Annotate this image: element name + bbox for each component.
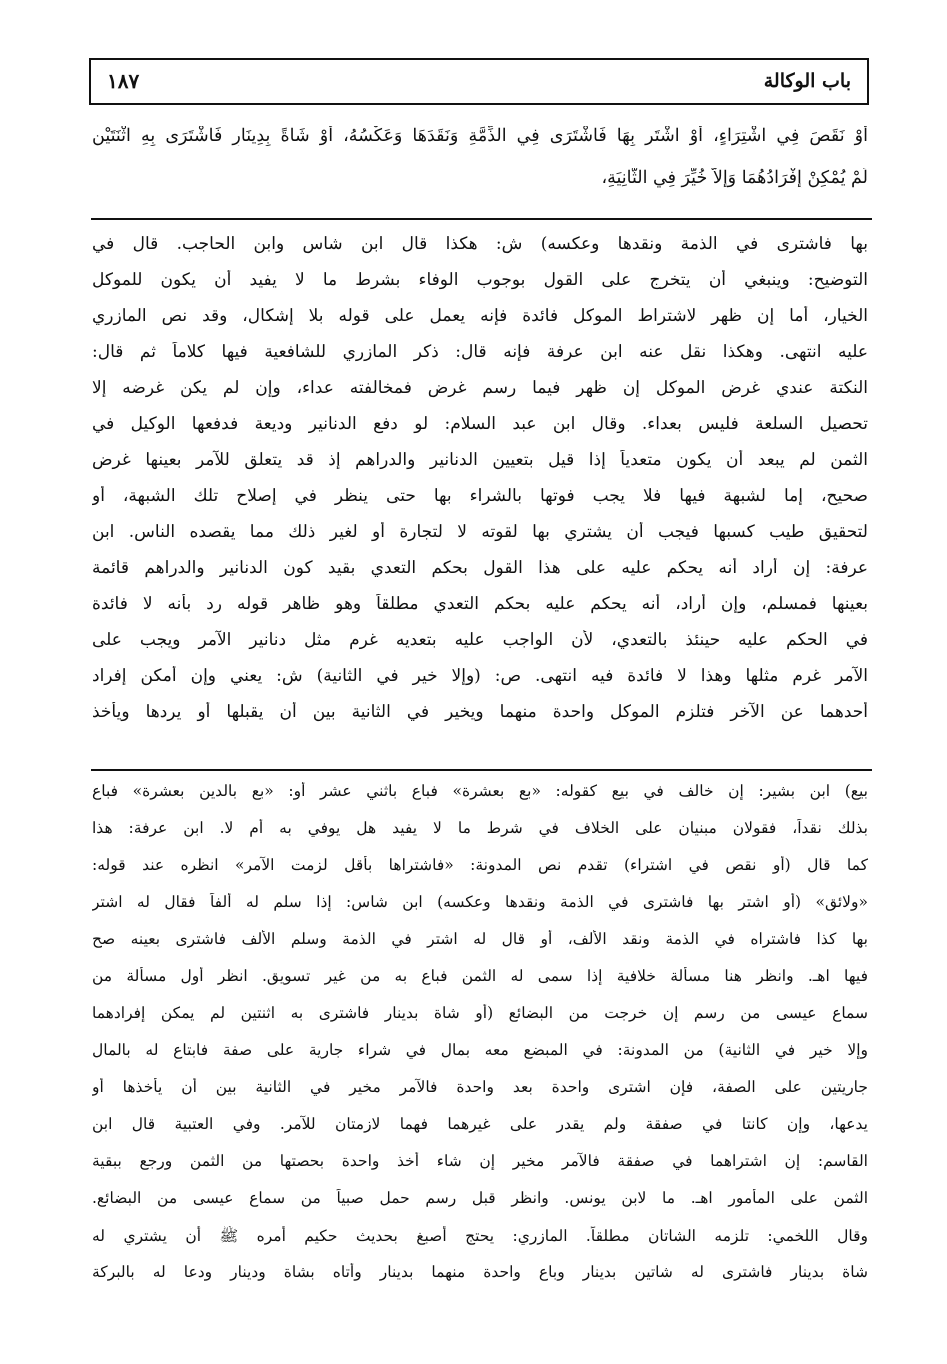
hashiya-line: سماع عيسى من رسم إن خرجت من البضائع (أو شاة بدينار فاشترى به اثنتين لم يمكن إفرادهما [92, 1004, 868, 1022]
hashiya-margin-notes [92, 778, 868, 1318]
sharh-line: الثمن لم يبعد أن يكون متعدياً إذا قيل بتعيين الدنانير والدراهم إذ قد يتعلق للآمر بعينها غرض [92, 450, 868, 470]
sharh-line: عرفة: إن أراد أنه يحكم عليه على هذا القول بحكم التعدي بقيد كون الدنانير والدراهم قائمة [92, 558, 868, 578]
sharh-line: الآمر غرم مثلها وهذا لا فائدة فيه انتهى. ص: (وإلا خير في الثانية) ش: يعني وإن أمكن إفراد [92, 666, 868, 686]
sharh-commentary [92, 226, 868, 756]
page-header [89, 58, 869, 105]
sharh-line: لتحقيق طيب كسبها فيجب أن يشتري بها لقوته لا لتجارة أو لغير ذلك مما يقصده الناس. ابن [92, 522, 868, 542]
footnote-divider [91, 769, 872, 771]
sharh-line: الخيار، أما إن ظهر لاشتراط الموكل فائدة فإنه يعمل على قوله بلا إشكال، وقد نص المازري [92, 306, 868, 326]
hashiya-line: القاسم: إن اشتراهما في صفقة فالآمر مخير إن شاء أخذ واحدة بحصتها من الثمن ورجع ببقية [92, 1152, 868, 1170]
hashiya-line: بذلك نقداً، فقولان مبنيان على الخلاف في شرط ما لا يفيد هل يوفي به أم لا. ابن عرفة: هذا [92, 819, 868, 837]
matn-line: لَمْ يُمْكِنْ إِفْرَادُهُمَا وَإِلاَّ خُيِّرَ فِي الثَّانِيَةِ، [601, 168, 868, 188]
sharh-line: تحصيل السلعة فليس بعداء. وقال ابن عبد السلام: لو دفع الدنانير وديعة فدفعها الوكيل في [92, 414, 868, 434]
hashiya-line: جاريتين على الصفة، فإن اشترى واحدة بعد واحدة فالآمر مخير في الثانية بين أن يأخذها أو [92, 1078, 868, 1096]
chapter-title: باب الوكالة [763, 70, 851, 92]
sharh-line: عليه انتهى. وهكذا نقل عنه ابن عرفة فإنه قال: ذكر المازري للشافعية فيها كلاماً ثم قال: [92, 342, 868, 362]
hashiya-line: بها كذا فاشتراه في الذمة ونقد الألف، أو قال له اشتر في الذمة وسلم الألف فاشترى بعينه صح [92, 930, 868, 948]
hashiya-line: بيع) ابن بشير: إن خالف في بيع كقوله: «بع بعشرة» فباع باثني عشر أو: «بع بالدين بعشرة» فباع [92, 782, 868, 800]
sharh-line: بها فاشترى في الذمة ونقدها وعكسه) ش: هكذا قال ابن شاس وابن الحاجب. قال في [92, 234, 868, 254]
matn-divider [91, 218, 872, 220]
matn-text [92, 118, 868, 208]
sharh-line: في الحكم عليه حينئذ بالتعدي، لأن الواجب عليه بتعديه غرم مثل دنانير الآمر ويجب على [92, 630, 868, 650]
sharh-line: صحيح، إما لشبهة فيها فلا يجب فوتها بالشراء بها حتى ينظر في إصلاح تلك الشبهة، أو [92, 486, 868, 506]
hashiya-line: فيها اهـ. وانظر هنا مسألة خلافية إذا سمى له الثمن فباع به من غير تسويق. انظر أول مسألة من [92, 967, 868, 985]
page-number: ١٨٧ [107, 69, 140, 93]
hashiya-line: وقال اللخمي: تلزمه الشاتان مطلقاً. المازري: يحتج أصبغ بحديث حكيم أمره ﷺ أن يشتري له [92, 1227, 868, 1245]
matn-line: أَوْ نَقَصَ فِي اشْتِرَاءٍ، أَوْ اشْتَرِ بِهَا فَاشْتَرَى فِي الذِّمَّةِ وَنَقَدَهَا وَعَكْسُهُ، أَوْ شَاةً بِدِينَارٍ فَاشْتَرَى بِهِ اثْنَتَيْنِ [92, 126, 868, 146]
sharh-line: أحدهما عن الآخر فتلزم الموكل واحدة منهما ويخير في الثانية بين أن يقبلها أو يردها ويأخذ [92, 702, 868, 722]
hashiya-line: «ولائق» (أو اشتر بها فاشترى في الذمة ونقدها وعكسه) ابن شاس: إذا سلم له ألفاً فقال له اشتر [92, 893, 868, 911]
sharh-line: بعينها فمسلم، وإن أراد، أنه يحكم عليه بحكم التعدي مطلقاً وهو ظاهر قوله رد بأنه لا فائدة [92, 594, 868, 614]
hashiya-line: كما قال (أو نقص في اشتراء) تقدم نص المدونة: «فاشتراها بأقل لزمت الآمر» انظره عند قوله: [92, 856, 868, 874]
hashiya-line: يدعها، وإن كانتا في صفقة ولم يقدر على غيرهما فهما لازمتان للآمر. وفي العتبية قال ابن [92, 1115, 868, 1133]
hashiya-line: شاة بدينار فاشترى له شاتين بدينار وباع واحدة منهما بدينار وأتاه بشاة ودينار ودعا له بالبركة [92, 1263, 868, 1281]
hashiya-line: وإلا خير في الثانية) من المدونة: في المبضع معه بمال في شراء جارية على صفة فابتاع له بالمال [92, 1041, 868, 1059]
sharh-line: التوضيح: وينبغي أن يتخرج على القول بوجوب الوفاء بشرط ما لا يفيد أن يكون للموكل [92, 270, 868, 290]
sharh-line: النكتة عندي غرض الموكل إن ظهر فيما رسم غرض فمخالفته عداء، وإن لم يكن غرضه إلا [92, 378, 868, 398]
hashiya-line: الثمن على المأمور اهـ. ما لابن يونس. وانظر قبل رسم حمل صبياً من سماع عيسى من البضائع. [92, 1189, 868, 1207]
